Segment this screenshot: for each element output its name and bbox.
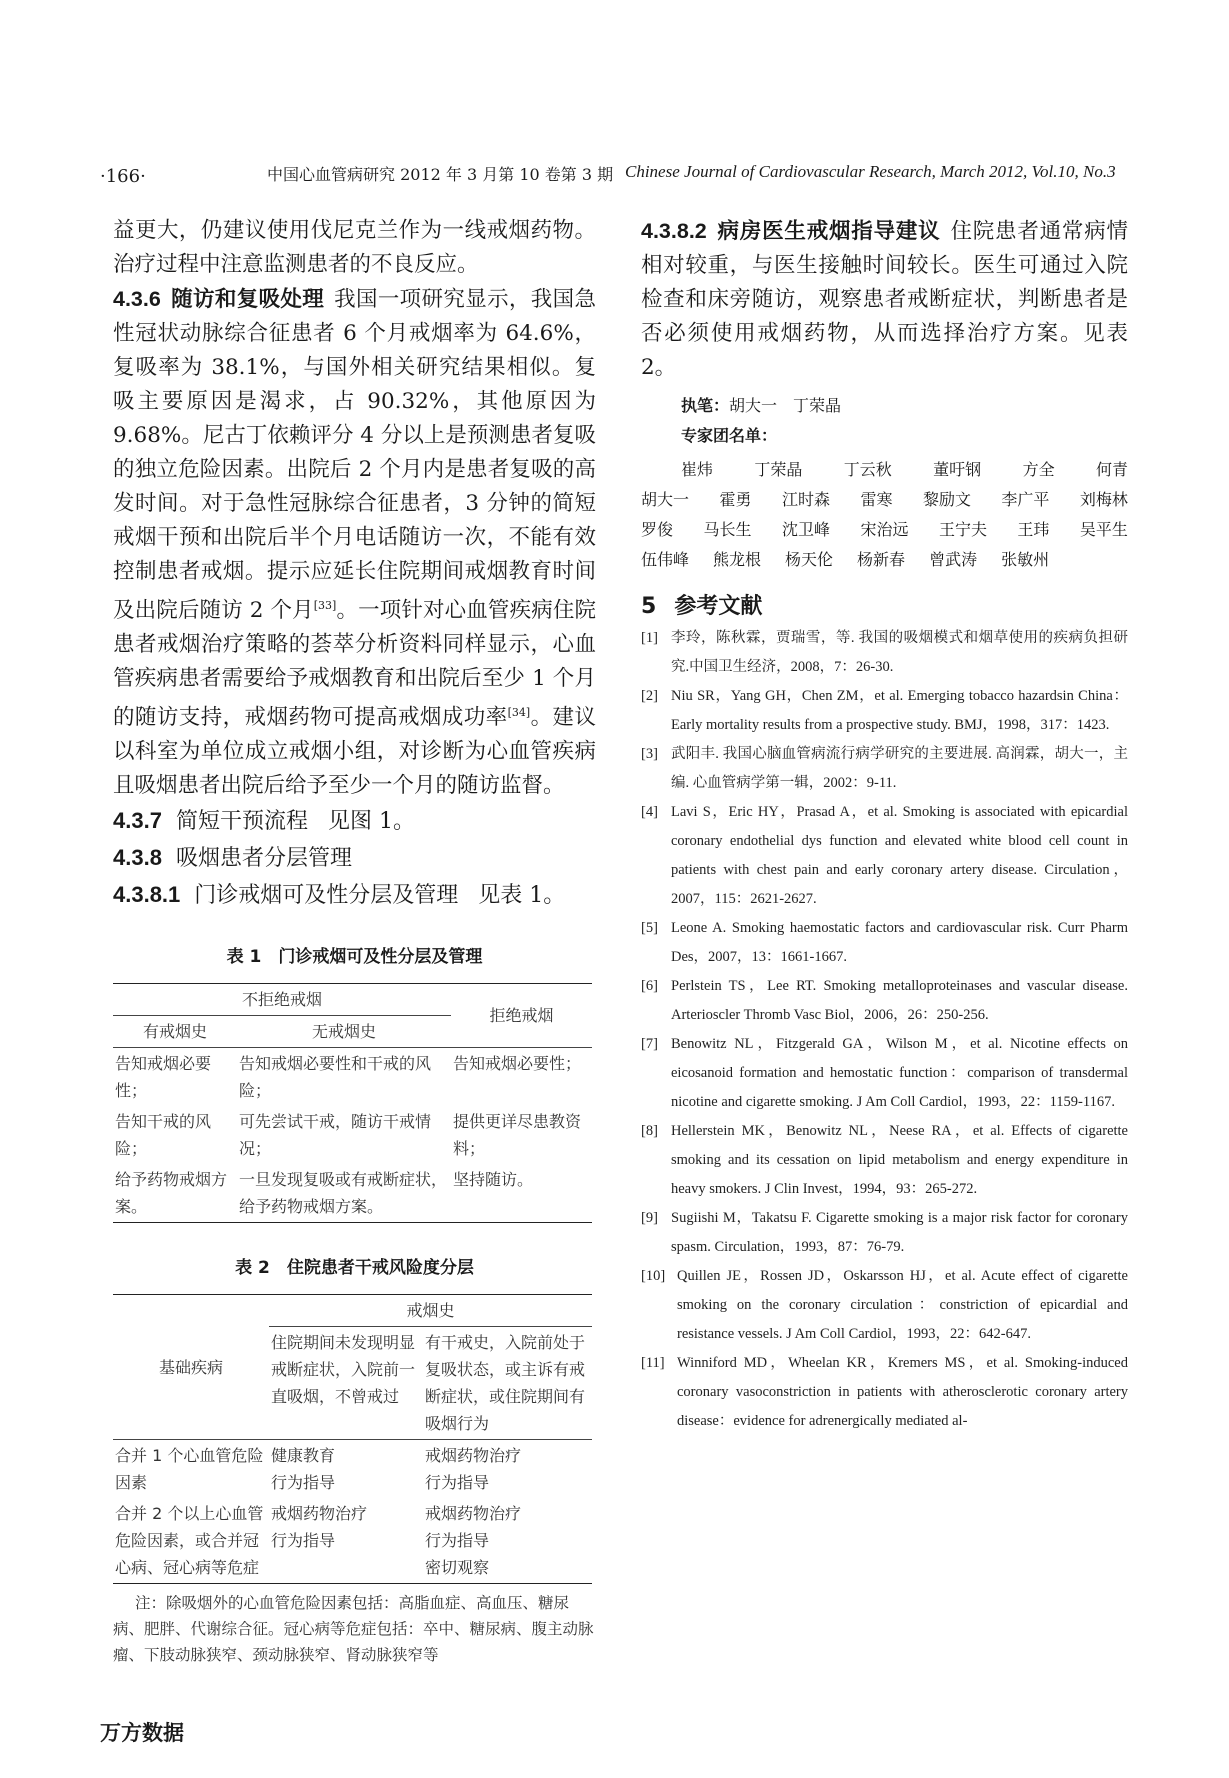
experts-row: 胡大一 霍勇 江时森 雷寒 黎励文 李广平 刘梅林	[641, 490, 1128, 509]
table-cell: 可先尝试干戒，随访干戒情况；	[239, 1112, 432, 1159]
table-cell: 健康教育 行为指导	[269, 1440, 423, 1499]
reference-item: [5] Leone A. Smoking haemostatic factors and cardiovascular risk. Curr Pharm Des，2007，13：1661-1667.	[641, 920, 1128, 965]
writers-names: 胡大一 丁荣晶	[729, 396, 842, 415]
section-number: 4.3.8.1	[113, 882, 181, 908]
section-4-3-8-1	[113, 877, 596, 914]
table-cell: 戒烟药物治疗 行为指导	[423, 1440, 592, 1499]
citation: [33]	[313, 599, 337, 612]
table-1-title: 表 1 门诊戒烟可及性分层及管理	[226, 947, 483, 968]
table-row	[113, 1498, 592, 1584]
section-note: 见图 1。	[327, 809, 415, 835]
section-note: 见表 1。	[478, 883, 566, 909]
section-4-3-8	[113, 840, 596, 877]
table-cell: 合并 1 个心血管危险因素	[113, 1440, 269, 1499]
table-2	[113, 1294, 592, 1584]
section-text: 住院患者通常病情相对较重，与医生接触时间较长。医生可通过入院检查和床旁随访，观察患者戒断症状，判断患者是否必须使用戒烟药物，从而选择治疗方案。见表 2。	[641, 219, 1128, 380]
table-header-cell: 无戒烟史	[311, 1022, 376, 1042]
table-header-cell: 拒绝戒烟	[451, 984, 592, 1048]
table-row	[113, 1440, 592, 1499]
table-cell: 戒烟药物治疗 行为指导	[269, 1498, 423, 1584]
table-cell: 一旦发现复吸或有戒断症状，给予药物戒烟方案。	[237, 1164, 451, 1223]
section-number: 4.3.6	[113, 287, 161, 311]
section-text: 。建议以科室为单位成立戒烟小组，对诊断为心血管疾病且吸烟患者出院后给予至少一个月的随访监督。	[113, 705, 596, 799]
table-cell: 合并 2 个以上心血管危险因素，或合并冠心病、冠心病等危症	[113, 1498, 269, 1584]
references-heading: 5 参考文献	[641, 594, 763, 619]
section-title: 吸烟患者分层管理	[175, 846, 352, 872]
table-row	[113, 1048, 592, 1107]
page-number: ·166·	[100, 166, 146, 187]
table-cell: 告知戒烟必要性；	[451, 1048, 592, 1107]
table-row	[113, 1106, 592, 1164]
watermark-footer: 万方数据	[100, 1721, 184, 1745]
reference-item: [6] Perlstein TS，Lee RT. Smoking metalloproteinases and vascular disease. Arterioscler Thromb Vasc Biol，2006，26：250-256.	[641, 978, 1128, 1023]
table-cell: 告知戒烟必要性；	[113, 1048, 237, 1107]
table-cell: 坚持随访。	[451, 1164, 592, 1223]
left-column	[113, 214, 596, 1668]
experts-row: 罗俊 马长生 沈卫峰 宋治远 王宁夫 王玮 吴平生	[641, 520, 1128, 539]
table-cell: 戒烟药物治疗 行为指导 密切观察	[423, 1498, 592, 1584]
reference-item: [2] Niu SR，Yang GH，Chen ZM，et al. Emerging tobacco hazardsin China：Early mortality results from a prospective study. BMJ，1998，317：1423.	[641, 688, 1128, 733]
reference-item: [3] 武阳丰. 我国心脑血管病流行病学研究的主要进展. 高润霖，胡大一，主编. 心血管病学第一辑，2002：9-11.	[641, 746, 1128, 791]
table-cell: 告知戒烟必要性和干戒的风险；	[237, 1048, 451, 1107]
section-title: 病房医生戒烟指导建议	[716, 219, 941, 243]
section-title: 简短干预流程	[175, 809, 308, 835]
journal-title-cn: 中国心血管病研究 2012 年 3 月第 10 卷第 3 期	[267, 165, 614, 184]
reference-item: [10] Quillen JE，Rossen JD，Oskarsson HJ，et al. Acute effect of cigarette smoking on the coronary circulation：constriction of epicardial and resistance vessels. J Am Coll Cardiol，1993，22：642-647.	[641, 1268, 1128, 1342]
references-list	[641, 624, 1128, 1436]
table-header-cell: 有戒烟史	[142, 1022, 207, 1042]
section-number: 4.3.8	[113, 845, 162, 871]
table-cell: 提供更详尽患教资料；	[453, 1112, 582, 1159]
experts-row: 伍伟峰 熊龙根 杨天伦 杨新春 曾武涛 张敏州	[641, 550, 1050, 569]
table-row	[113, 1164, 592, 1223]
section-4-3-8-2	[641, 214, 1128, 385]
table-header-cell: 住院期间未发现明显戒断症状，入院前一直吸烟，不曾戒过	[271, 1333, 416, 1407]
section-number: 4.3.8.2	[641, 219, 707, 243]
experts-row: 崔炜 丁荣晶 丁云秋 董吁钢 方全 何青	[681, 460, 1128, 479]
table-2-title: 表 2 住院患者干戒风险度分层	[235, 1258, 474, 1279]
reference-item: [4] Lavi S，Eric HY，Prasad A，et al. Smoking is associated with epicardial coronary endothelial dys function and elevated white blood cell count in patients with chest pain and early coronary artery disease. Circulation，2007，115：2621-2627.	[641, 804, 1128, 907]
section-title: 门诊戒烟可及性分层及管理	[194, 883, 459, 909]
experts-list	[641, 455, 1128, 575]
paragraph-continued: 益更大，仍建议使用伐尼克兰作为一线戒烟药物。治疗过程中注意监测患者的不良反应。	[113, 218, 596, 277]
table-header-cell: 有干戒史，入院前处于复吸状态，或主诉有戒断症状，或住院期间有吸烟行为	[425, 1333, 586, 1434]
page-header	[100, 158, 1130, 198]
reference-item: [11] Winniford MD，Wheelan KR，Kremers MS，et al. Smoking-induced coronary vasoconstriction in patients with atherosclerotic coronary artery disease：evidence for adrenergically mediated al-	[641, 1355, 1128, 1429]
table-cell: 给予药物戒烟方案。	[113, 1164, 237, 1223]
table-header-cell: 戒烟史	[269, 1295, 592, 1327]
table-2-note: 注：除吸烟外的心血管危险因素包括：高脂血症、高血压、糖尿病、肥胖、代谢综合征。冠心病等危症包括：卒中、糖尿病、腹主动脉瘤、下肢动脉狭窄、颈动脉狭窄、肾动脉狭窄等	[113, 1594, 594, 1665]
table-cell: 告知干戒的风险；	[115, 1112, 212, 1159]
table-header-cell: 不拒绝戒烟	[113, 984, 451, 1016]
reference-item: [9] Sugiishi M，Takatsu F. Cigarette smoking is a major risk factor for coronary spasm. Circulation，1993，87：76-79.	[641, 1210, 1128, 1255]
reference-item: [8] Hellerstein MK，Benowitz NL，Neese RA，et al. Effects of cigarette smoking and its cessation on lipid metabolism and energy expenditure in heavy smokers. J Clin Invest，1994，93：265-272.	[641, 1123, 1128, 1197]
section-4-3-7	[113, 803, 596, 840]
section-text: 我国一项研究显示，我国急性冠状动脉综合征患者 6 个月戒烟率为 64.6%，复吸率为 38.1%，与国外相关研究结果相似。复吸主要原因是渴求，占 90.32%，其他原因为 9.68%。尼古丁依赖评分 4 分以上是预测患者复吸的独立危险因素。出院后 2 个月内是患者复吸的高发时间。对于急性冠脉综合征患者，3 分钟的简短戒烟干预和出院后半个月电话随访一次，不能有效控制患者戒烟。提示应延长住院期间戒烟教育时间及出院后随访 2 个月	[113, 287, 596, 624]
right-column	[641, 214, 1128, 1436]
section-text: 。一项针对心血管疾病住院患者戒烟治疗策略的荟萃分析资料同样显示，心血管疾病患者需要给予戒烟教育和出院后至少 1 个月的随访支持，戒烟药物可提高戒烟成功率	[113, 598, 596, 731]
citation: [34]	[507, 706, 531, 720]
writers-label: 执笔：	[681, 396, 730, 415]
journal-title-en: Chinese Journal of Cardiovascular Research, March 2012, Vol.10, No.3	[625, 162, 1116, 181]
experts-label: 专家团名单：	[681, 426, 778, 445]
table-header-cell: 基础疾病	[113, 1295, 269, 1440]
table-1	[113, 983, 592, 1223]
section-number: 4.3.7	[113, 808, 162, 834]
reference-item: [7] Benowitz NL，Fitzgerald GA，Wilson M，et al. Nicotine effects on eicosanoid formation and hemostatic function：comparison of transdermal nicotine and cigarette smoking. J Am Coll Cardiol，1993，22：1159-1167.	[641, 1036, 1128, 1110]
writers	[681, 391, 1128, 421]
reference-item: [1] 李玲，陈秋霖，贾瑞雪，等. 我国的吸烟模式和烟草使用的疾病负担研究.中国卫生经济，2008，7：26-30.	[641, 630, 1128, 675]
section-4-3-6	[113, 282, 596, 803]
section-title: 随访和复吸处理	[170, 287, 325, 311]
